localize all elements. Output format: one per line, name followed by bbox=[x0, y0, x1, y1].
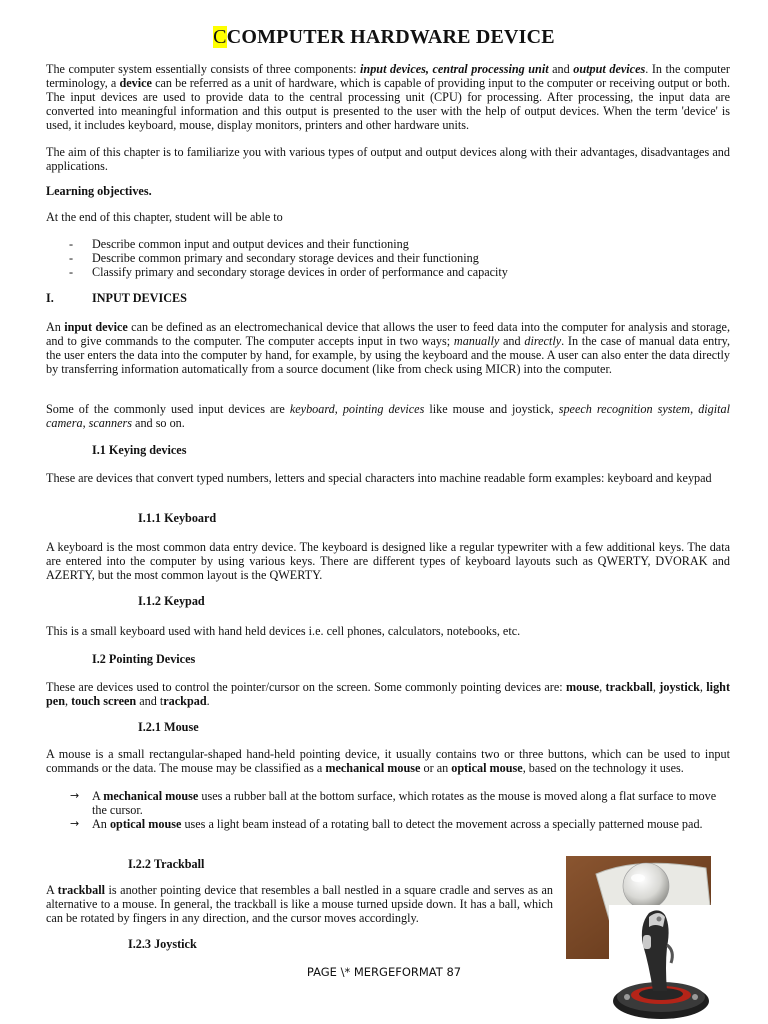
page-title bbox=[0, 25, 768, 49]
joystick-image bbox=[609, 905, 712, 1023]
list-item: → An optical mouse uses a light beam instead of a rotating ball to detect the movement across a specially patterned mouse pad. bbox=[70, 817, 703, 831]
keyboard-heading: I.1.1 Keyboard bbox=[138, 511, 217, 525]
keypad-heading: I.1.2 Keypad bbox=[138, 594, 205, 608]
list-item: - Classify primary and secondary storage devices in order of performance and capacity bbox=[69, 265, 508, 279]
mouse-heading: I.2.1 Mouse bbox=[138, 720, 199, 734]
aim-paragraph: The aim of this chapter is to familiarize you with various types of output and output devices along with their advantages, disadvantages and applications. bbox=[46, 145, 730, 173]
input-device-paragraph: An input device can be defined as an electromechanical device that allows the user to feed data into the computer for analysis and storage, and to give commands to the computer. The computer accepts input in two ways; manually and directly. In the case of manual data entry, the user enters the data into the computer by hand, for example, by using the keyboard and the mouse. A user can also enter the data directly by transferring information automatically from a source document (like from check using MICR) into the computer. bbox=[46, 320, 730, 376]
pointing-devices-paragraph: These are devices used to control the pointer/cursor on the screen. Some commonly pointing devices are: mouse, trackball, joystick, light pen, touch screen and trackpad. bbox=[46, 680, 730, 708]
title-highlighted-letter: C bbox=[213, 26, 227, 48]
trackball-heading: I.2.2 Trackball bbox=[128, 857, 205, 871]
intro-paragraph: The computer system essentially consists of three components: input devices, central processing unit and output devices. In the computer terminology, a device can be referred as a unit of hardware, which is capable of providing input to the computer or receiving output or both. The input devices are used to provide data to the central processing unit (CPU) for processing. After processing, the input data are converted into meaningful information and this output is presented to the user with the help of output devices. When the term 'device' is used, it includes keyboard, mouse, display monitors, printers and other hardware units. bbox=[46, 62, 730, 132]
trackball-paragraph: A trackball is another pointing device that resembles a ball nestled in a square cradle and serves as an alternative to a mouse. In general, the trackball is like a mouse turned upside down. It has a ball, which can be rotated by fingers in any direction, and the cursor moves accordingly. bbox=[46, 883, 553, 925]
section-heading-input-devices: I. INPUT DEVICES bbox=[46, 291, 187, 305]
mouse-paragraph: A mouse is a small rectangular-shaped hand-held pointing device, it usually contains two or three buttons, which can be used to input commands or the data. The mouse may be classified as a mechanical mouse or an optical mouse, based on the technology it uses. bbox=[46, 747, 730, 775]
joystick-heading: I.2.3 Joystick bbox=[128, 937, 197, 951]
list-item: - Describe common input and output devices and their functioning bbox=[69, 237, 409, 251]
objectives-list bbox=[46, 237, 730, 279]
objectives-heading: Learning objectives. bbox=[46, 184, 152, 198]
joystick-illustration bbox=[609, 905, 712, 1023]
list-item: → A mechanical mouse uses a rubber ball at the bottom surface, which rotates as the mouse is moved along a flat surface to move the cursor. bbox=[70, 789, 717, 817]
objectives-lead: At the end of this chapter, student will be able to bbox=[46, 210, 283, 224]
page-footer: PAGE \* MERGEFORMAT 87 bbox=[306, 965, 462, 979]
list-item: - Describe common primary and secondary storage devices and their functioning bbox=[69, 251, 479, 265]
mouse-types-list bbox=[46, 789, 730, 831]
keypad-paragraph: This is a small keyboard used with hand held devices i.e. cell phones, calculators, notebooks, etc. bbox=[46, 624, 521, 638]
title-text: COMPUTER HARDWARE DEVICE bbox=[226, 26, 555, 48]
common-devices-paragraph: Some of the commonly used input devices are keyboard, pointing devices like mouse and joystick, speech recognition system, digital camera, scanners and so on. bbox=[46, 402, 731, 430]
keyboard-paragraph: A keyboard is the most common data entry device. The keyboard is designed like a regular typewriter with a few additional keys. The data are entered into the computer by using various keys. There are different types of keyboard layouts such as QWERTY, DVORAK and AZERTY, but the most common layout is the QWERTY. bbox=[46, 540, 730, 582]
pointing-devices-heading: I.2 Pointing Devices bbox=[92, 652, 196, 666]
keying-devices-heading: I.1 Keying devices bbox=[92, 443, 187, 457]
keying-devices-paragraph: These are devices that convert typed numbers, letters and special characters into machine readable form examples: keyboard and keypad bbox=[46, 471, 712, 485]
